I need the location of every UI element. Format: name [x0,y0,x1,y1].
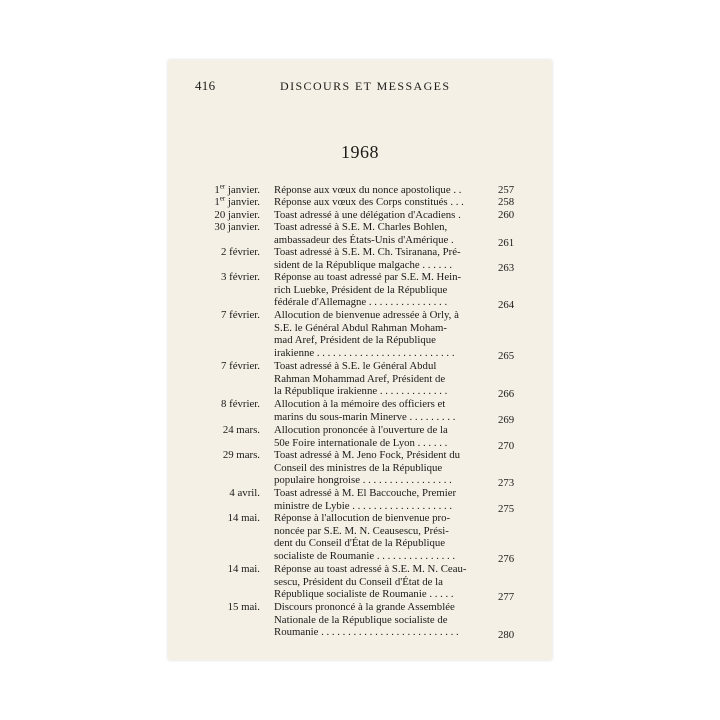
entry-title [274,271,490,309]
entry-date [228,512,260,525]
entry-date-main: 15 mai. [227,601,260,613]
entry-title-line: Allocution de bienvenue adressée à Orly, à [274,309,459,321]
year-heading: 1968 [341,142,379,162]
entry-title [274,184,490,197]
entry-page-number: 261 [498,236,515,249]
entry-title-line: irakienne . . . . . . . . . . . . . . . . . . . . . . . . . . [274,346,455,359]
entry-title-line: socialiste de Roumanie . . . . . . . . . . . . . . . [274,549,456,562]
entry-date-main: 1 [214,196,220,208]
entry-title-line: mad Aref, Président de la République [274,334,436,346]
entry-title [274,309,490,359]
entry-date [223,424,260,437]
entry-date [229,487,260,500]
entry-date-main: 3 février. [221,271,260,283]
entry-date-main: 24 mars. [222,424,260,436]
entry-title [274,449,490,487]
entry-date-suffix: janvier. [225,184,260,196]
entry-title-line: Toast adressé à S.E. le Général Abdul [274,360,437,372]
entry-title [274,512,490,562]
entry-date-main: 14 mai. [227,563,260,575]
entry-date [228,563,260,576]
entry-date-superscript: er [219,194,226,203]
entry-title-line: Réponse à l'allocution de bienvenue pro- [274,512,451,524]
entry-title-line: Toast adressé à une délégation d'Acadiens . [274,209,461,221]
entry-title-line: Toast adressé à S.E. M. Charles Bohlen, [274,221,448,233]
entry-title [274,221,490,246]
entry-date-main: 14 mai. [227,512,260,524]
entry-date [214,209,260,222]
entry-title-line: République socialiste de Roumanie . . . . . [274,588,454,600]
entry-title-line: 50e Foire internationale de Lyon . . . . . . [274,436,448,449]
entry-date [221,271,260,284]
entry-title-line: ministre de Lybie . . . . . . . . . . . . . . . . . . . [274,499,453,512]
entry-title-line: Réponse aux vœux du nonce apostolique . . [274,184,462,196]
entry-page-number: 260 [498,209,515,221]
entry-date [214,196,260,209]
entry-title-line: noncée par S.E. M. N. Ceausescu, Prési- [274,524,449,537]
running-head: DISCOURS ET MESSAGES [280,79,451,93]
entry-date-main: 1 [214,184,220,196]
entry-title-line: Nationale de la République socialiste de [274,613,448,626]
entry-title-line: Toast adressé à S.E. M. Ch. Tsiranana, Pré- [274,246,461,258]
entry-title-line: populaire hongroise . . . . . . . . . . . . . . . . . [274,474,452,486]
entry-title [274,398,490,423]
entry-title-line: Réponse aux vœux des Corps constitués . . . [274,196,464,208]
entry-title-line: Allocution prononcée à l'ouverture de la [274,424,448,436]
entry-title [274,563,490,601]
page-number: 416 [195,78,216,93]
entry-date-main: 4 avril. [229,487,260,499]
entry-title-line: Allocution à la mémoire des officiers et [274,398,446,410]
entry-page-number: 277 [498,591,515,603]
entry-page-number: 263 [498,261,515,274]
entry-title [274,196,490,209]
entry-date [223,449,260,462]
entry-page-number: 266 [498,388,515,400]
entry-title-line: Toast adressé à M. El Baccouche, Premier [274,487,457,499]
entry-title [274,487,490,512]
entry-date [221,246,260,259]
entry-title-line: fédérale d'Allemagne . . . . . . . . . . . . . . . [274,296,448,308]
entry-date-main: 7 février. [221,360,260,372]
entry-date-main: 20 janvier. [214,209,260,221]
entry-title-line: dent du Conseil d'État de la République [274,537,446,549]
entry-title-line: S.E. le Général Abdul Rahman Moham- [274,321,448,334]
entry-date-main: 29 mars. [222,449,260,461]
entry-page-number: 275 [498,502,515,515]
entry-date [228,601,260,614]
entry-page-number: 258 [498,196,515,208]
entry-title-line: Toast adressé à M. Jeno Fock, Président du [274,449,461,461]
entry-title [274,246,490,271]
entry-title-line: marins du sous-marin Minerve . . . . . . . . . [274,410,456,423]
entry-title-line: sescu, Président du Conseil d'État de la [274,575,443,588]
entry-title-line: ambassadeur des États-Unis d'Amérique . [274,233,454,246]
entry-title-line: Roumanie . . . . . . . . . . . . . . . . . . . . . . . . . . [274,626,459,638]
entry-title-line: rich Luebke, Président de la République [274,283,448,296]
entry-title-line: la République irakienne . . . . . . . . . . . . . [274,385,448,397]
entry-page-number: 273 [498,477,515,489]
entry-title-line: Discours prononcé à la grande Assemblée [274,601,455,613]
entry-page-number: 269 [498,413,515,426]
entry-date-main: 2 février. [221,246,260,258]
entry-title-line: sident de la République malgache . . . . . . [274,258,453,271]
entry-title-line: Rahman Mohammad Aref, Président de [274,372,446,385]
entry-page-number: 265 [498,349,515,362]
book-page [168,60,552,660]
entry-page-number: 280 [498,629,515,641]
entry-date-main: 7 février. [221,309,260,321]
entry-date [221,360,260,373]
entry-page-number: 276 [498,552,515,565]
entry-date-superscript: er [219,182,226,191]
entry-title [274,424,490,449]
entry-title [274,209,490,222]
entry-title [274,601,490,639]
entry-date-suffix: janvier. [225,196,260,208]
entry-date [221,309,260,322]
entry-title-line: Conseil des ministres de la République [274,461,443,474]
entry-date-main: 8 février. [221,398,260,410]
entry-date [221,398,260,411]
entry-title-line: Réponse au toast adressé par S.E. M. Hein- [274,271,462,283]
entry-date-main: 30 janvier. [214,221,260,233]
entry-page-number: 264 [498,299,515,311]
entry-date [214,221,260,234]
entry-title [274,360,490,398]
entry-page-number: 270 [498,439,515,452]
entry-page-number: 257 [498,184,515,196]
entry-title-line: Réponse au toast adressé à S.E. M. N. Ceau- [274,563,467,575]
